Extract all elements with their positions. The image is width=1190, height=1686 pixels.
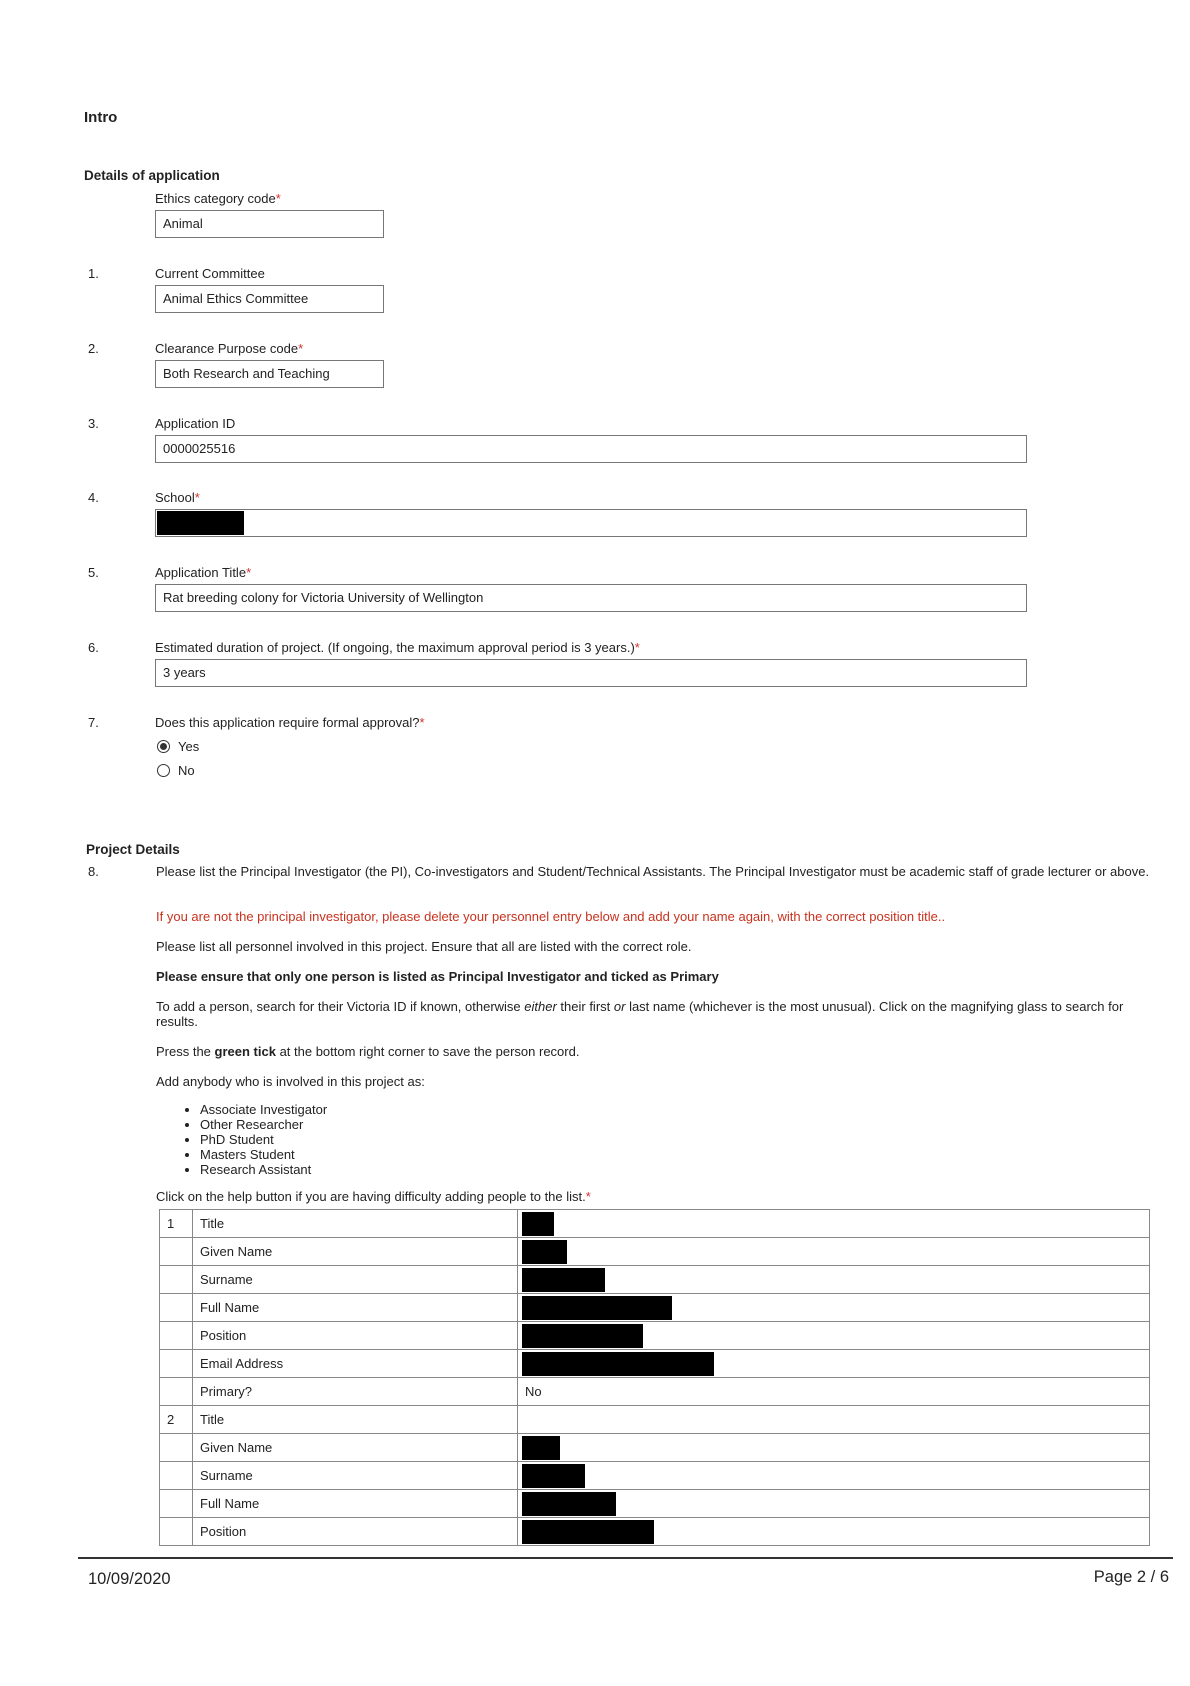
field-value	[518, 1238, 1150, 1266]
section-title: Intro	[84, 109, 118, 126]
person-index: 2	[160, 1406, 193, 1434]
field-value	[518, 1518, 1150, 1546]
field-label: Position	[193, 1518, 518, 1546]
person-index	[160, 1322, 193, 1350]
field-label: Full Name	[193, 1294, 518, 1322]
radio-yes[interactable]	[157, 739, 199, 754]
field-label: Full Name	[193, 1490, 518, 1518]
field-label: Email Address	[193, 1350, 518, 1378]
radio-checked-icon	[157, 740, 170, 753]
application-title-field[interactable]: Rat breeding colony for Victoria University of Wellington	[155, 584, 1027, 612]
person-index	[160, 1378, 193, 1406]
field-label: Surname	[193, 1462, 518, 1490]
footer-date: 10/09/2020	[88, 1570, 171, 1588]
save-instructions: Press the green tick at the bottom right corner to save the person record.	[156, 1044, 580, 1059]
table-row	[160, 1350, 1150, 1378]
field-label: Primary?	[193, 1378, 518, 1406]
primary-note: Please ensure that only one person is listed as Principal Investigator and ticked as Primary	[156, 969, 719, 984]
field-label: Surname	[193, 1266, 518, 1294]
field-value	[518, 1406, 1150, 1434]
application-id-label: Application ID	[155, 416, 236, 431]
question-number: 7.	[88, 715, 99, 730]
duration-label: Estimated duration of project. (If ongoing, the maximum approval period is 3 years.)*	[155, 640, 640, 655]
person-index	[160, 1518, 193, 1546]
question-number: 6.	[88, 640, 99, 655]
duration-field[interactable]: 3 years	[155, 659, 1027, 687]
person-index	[160, 1294, 193, 1322]
person-index	[160, 1350, 193, 1378]
field-label: Title	[193, 1210, 518, 1238]
redaction	[522, 1520, 654, 1544]
table-row	[160, 1518, 1150, 1546]
question-number: 3.	[88, 416, 99, 431]
person-index	[160, 1490, 193, 1518]
details-heading: Details of application	[84, 168, 220, 183]
redaction	[157, 511, 244, 535]
person-index	[160, 1434, 193, 1462]
formal-approval-label: Does this application require formal approval?*	[155, 715, 425, 730]
radio-unchecked-icon	[157, 764, 170, 777]
redaction	[522, 1492, 616, 1516]
field-value	[518, 1322, 1150, 1350]
field-value	[518, 1490, 1150, 1518]
redaction	[522, 1296, 672, 1320]
table-row	[160, 1434, 1150, 1462]
person-index	[160, 1266, 193, 1294]
application-title-label: Application Title*	[155, 565, 252, 580]
table-row	[160, 1210, 1150, 1238]
question-number: 5.	[88, 565, 99, 580]
radio-no[interactable]	[157, 763, 195, 778]
redaction	[522, 1240, 567, 1264]
question-number: 8.	[88, 864, 99, 879]
redaction	[522, 1324, 643, 1348]
application-id-field[interactable]: 0000025516	[155, 435, 1027, 463]
footer-divider	[78, 1557, 1173, 1559]
field-label: Given Name	[193, 1434, 518, 1462]
roles-list	[186, 1102, 327, 1177]
field-label: Position	[193, 1322, 518, 1350]
person-index: 1	[160, 1210, 193, 1238]
question-number: 1.	[88, 266, 99, 281]
search-instructions: To add a person, search for their Victoria ID if known, otherwise either their first or last name (whichever is the most unusual). Click on the magnifying glass to search for results.	[156, 999, 1124, 1029]
field-value	[518, 1210, 1150, 1238]
table-row	[160, 1294, 1150, 1322]
field-value	[518, 1294, 1150, 1322]
instructions-text: Please list all personnel involved in this project. Ensure that all are listed with the correct role.	[156, 939, 692, 954]
warning-text: If you are not the principal investigator, please delete your personnel entry below and add your name again, with the correct position title..	[156, 909, 946, 924]
school-label: School*	[155, 490, 200, 505]
ethics-category-label: Ethics category code*	[155, 191, 281, 206]
question-number: 4.	[88, 490, 99, 505]
radio-label: No	[178, 763, 195, 778]
current-committee-field[interactable]: Animal Ethics Committee	[155, 285, 384, 313]
field-label: Title	[193, 1406, 518, 1434]
school-field[interactable]	[155, 509, 1027, 537]
table-row	[160, 1378, 1150, 1406]
redaction	[522, 1352, 714, 1376]
project-details-heading: Project Details	[86, 842, 180, 857]
field-value: No	[518, 1378, 1150, 1406]
table-row	[160, 1406, 1150, 1434]
clearance-purpose-label: Clearance Purpose code*	[155, 341, 304, 356]
role-item: • PhD Student	[200, 1132, 327, 1147]
instructions-text: Please list the Principal Investigator (the PI), Co-investigators and Student/Technical Assistants. The Principal Investigator must be academic staff of grade lecturer or above.	[156, 864, 1150, 879]
role-item: • Associate Investigator	[200, 1102, 327, 1117]
field-value	[518, 1434, 1150, 1462]
table-row	[160, 1490, 1150, 1518]
redaction	[522, 1268, 605, 1292]
role-item: • Other Researcher	[200, 1117, 327, 1132]
question-number: 2.	[88, 341, 99, 356]
table-row	[160, 1266, 1150, 1294]
table-row	[160, 1322, 1150, 1350]
current-committee-label: Current Committee	[155, 266, 265, 281]
field-value	[518, 1462, 1150, 1490]
radio-label: Yes	[178, 739, 200, 754]
table-row	[160, 1238, 1150, 1266]
field-value	[518, 1350, 1150, 1378]
help-text: Click on the help button if you are having difficulty adding people to the list.*	[156, 1189, 591, 1204]
person-index	[160, 1462, 193, 1490]
clearance-purpose-field[interactable]: Both Research and Teaching	[155, 360, 384, 388]
field-value	[518, 1266, 1150, 1294]
redaction	[522, 1464, 585, 1488]
personnel-table	[159, 1209, 1150, 1546]
ethics-category-field[interactable]: Animal	[155, 210, 384, 238]
person-index	[160, 1238, 193, 1266]
footer-page: Page 2 / 6	[1093, 1568, 1169, 1586]
role-item: • Masters Student	[200, 1147, 327, 1162]
roles-intro: Add anybody who is involved in this project as:	[156, 1074, 425, 1089]
role-item: • Research Assistant	[200, 1162, 327, 1177]
table-row	[160, 1462, 1150, 1490]
redaction	[522, 1436, 560, 1460]
redaction	[522, 1212, 554, 1236]
field-label: Given Name	[193, 1238, 518, 1266]
